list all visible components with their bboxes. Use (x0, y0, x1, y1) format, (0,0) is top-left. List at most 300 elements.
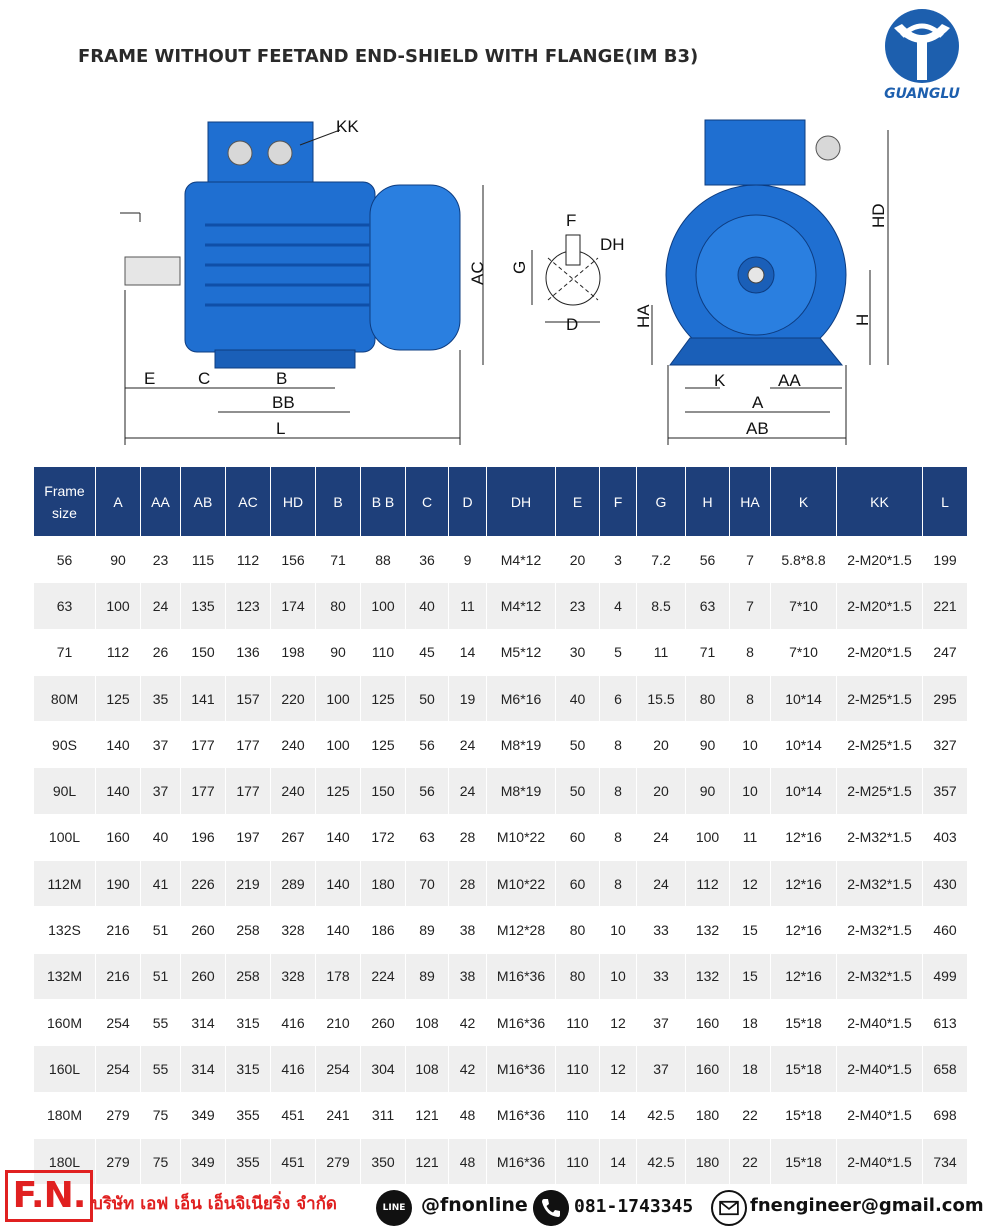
table-cell: 38 (449, 953, 487, 999)
table-cell: 180 (686, 1092, 730, 1138)
table-cell: 110 (361, 629, 406, 675)
table-cell: 9 (449, 537, 487, 583)
table-cell: 22 (730, 1092, 771, 1138)
column-header: HD (271, 467, 316, 537)
table-cell: 24 (637, 814, 686, 860)
table-cell: 45 (406, 629, 449, 675)
table-cell: 26 (141, 629, 181, 675)
table-cell: 90 (686, 768, 730, 814)
table-cell: 112M (34, 861, 96, 907)
table-cell: 314 (181, 999, 226, 1045)
table-cell: 267 (271, 814, 316, 860)
table-cell: 499 (923, 953, 968, 999)
table-cell: M8*19 (487, 722, 556, 768)
dimension-label-kk: KK (336, 117, 359, 136)
table-row (34, 1046, 968, 1092)
table-cell: 2-M32*1.5 (837, 953, 923, 999)
table-cell: 460 (923, 907, 968, 953)
table-cell: 279 (96, 1138, 141, 1184)
table-row (34, 1092, 968, 1138)
table-cell: 10*14 (771, 675, 837, 721)
column-header: AB (181, 467, 226, 537)
table-cell: 50 (406, 675, 449, 721)
table-cell: 5 (600, 629, 637, 675)
table-cell: 613 (923, 999, 968, 1045)
table-cell: M16*36 (487, 1138, 556, 1184)
column-header: K (771, 467, 837, 537)
table-cell: 279 (96, 1092, 141, 1138)
page-title: FRAME WITHOUT FEETAND END-SHIELD WITH FLANGE(IM B3) (78, 46, 699, 67)
table-cell: 125 (361, 675, 406, 721)
table-cell: 125 (361, 722, 406, 768)
table-cell: 55 (141, 1046, 181, 1092)
table-cell: 23 (141, 537, 181, 583)
table-cell: 2-M32*1.5 (837, 814, 923, 860)
table-cell: 315 (226, 999, 271, 1045)
table-cell: 89 (406, 953, 449, 999)
table-cell: 328 (271, 907, 316, 953)
table-cell: 349 (181, 1138, 226, 1184)
table-cell: 80 (316, 583, 361, 629)
table-cell: 2-M25*1.5 (837, 768, 923, 814)
table-cell: 315 (226, 1046, 271, 1092)
table-cell: 24 (449, 722, 487, 768)
table-cell: 2-M40*1.5 (837, 1092, 923, 1138)
table-cell: 110 (556, 1092, 600, 1138)
table-cell: 177 (181, 768, 226, 814)
table-cell: 160 (686, 999, 730, 1045)
table-row (34, 722, 968, 768)
table-cell: 140 (316, 861, 361, 907)
table-cell: 71 (34, 629, 96, 675)
table-cell: 100 (686, 814, 730, 860)
table-cell: 125 (316, 768, 361, 814)
table-cell: 2-M20*1.5 (837, 537, 923, 583)
table-cell: 160 (686, 1046, 730, 1092)
table-cell: 15*18 (771, 1138, 837, 1184)
table-cell: 15*18 (771, 1092, 837, 1138)
table-cell: 140 (96, 768, 141, 814)
table-cell: 75 (141, 1138, 181, 1184)
table-cell: 28 (449, 814, 487, 860)
table-cell: 37 (141, 768, 181, 814)
table-cell: 240 (271, 722, 316, 768)
table-cell: 125 (96, 675, 141, 721)
table-cell: 40 (406, 583, 449, 629)
table-cell: 90 (96, 537, 141, 583)
table-cell: 63 (34, 583, 96, 629)
table-cell: 216 (96, 953, 141, 999)
table-cell: 10 (600, 953, 637, 999)
table-cell: 123 (226, 583, 271, 629)
table-cell: 10 (730, 768, 771, 814)
table-cell: 33 (637, 953, 686, 999)
table-cell: 295 (923, 675, 968, 721)
table-cell: 56 (406, 768, 449, 814)
column-header: D (449, 467, 487, 537)
table-cell: 186 (361, 907, 406, 953)
table-cell: 36 (406, 537, 449, 583)
table-cell: 15 (730, 953, 771, 999)
table-cell: 219 (226, 861, 271, 907)
dimension-label-dh: DH (600, 235, 625, 254)
dimension-label-d: D (566, 315, 579, 334)
table-cell: M10*22 (487, 861, 556, 907)
table-row (34, 907, 968, 953)
table-cell: 140 (96, 722, 141, 768)
column-header: G (637, 467, 686, 537)
table-cell: 156 (271, 537, 316, 583)
table-cell: 254 (96, 1046, 141, 1092)
table-cell: 90S (34, 722, 96, 768)
dimension-label-k: K (714, 371, 726, 390)
table-cell: 311 (361, 1092, 406, 1138)
table-cell: 7*10 (771, 583, 837, 629)
table-cell: 23 (556, 583, 600, 629)
table-cell: 177 (226, 722, 271, 768)
email-address: fnengineer@gmail.com (750, 1195, 984, 1216)
table-cell: 6 (600, 675, 637, 721)
column-header: L (923, 467, 968, 537)
table-cell: 135 (181, 583, 226, 629)
table-cell: 328 (271, 953, 316, 999)
table-cell: 132 (686, 953, 730, 999)
table-cell: 416 (271, 1046, 316, 1092)
mail-icon (711, 1190, 747, 1226)
table-cell: 19 (449, 675, 487, 721)
table-cell: 14 (600, 1092, 637, 1138)
dimension-label-c: C (198, 369, 211, 388)
table-cell: 178 (316, 953, 361, 999)
table-cell: 112 (226, 537, 271, 583)
table-cell: 18 (730, 999, 771, 1045)
table-row (34, 629, 968, 675)
dimension-label-h: H (853, 313, 872, 326)
table-cell: 40 (141, 814, 181, 860)
table-cell: 11 (637, 629, 686, 675)
table-cell: 51 (141, 953, 181, 999)
table-cell: 60 (556, 861, 600, 907)
table-cell: 30 (556, 629, 600, 675)
table-cell: 15*18 (771, 1046, 837, 1092)
table-cell: 24 (637, 861, 686, 907)
table-cell: 734 (923, 1138, 968, 1184)
table-cell: 160M (34, 999, 96, 1045)
table-cell: 63 (686, 583, 730, 629)
table-cell: 451 (271, 1138, 316, 1184)
table-cell: 100 (316, 675, 361, 721)
table-cell: 12 (730, 861, 771, 907)
table-cell: 121 (406, 1092, 449, 1138)
table-cell: M10*22 (487, 814, 556, 860)
line-icon: LINE (376, 1190, 412, 1226)
motor-front-view (666, 120, 846, 365)
table-cell: 196 (181, 814, 226, 860)
table-cell: 71 (686, 629, 730, 675)
table-cell: 7 (730, 583, 771, 629)
table-cell: 37 (141, 722, 181, 768)
table-row (34, 537, 968, 583)
table-cell: 132M (34, 953, 96, 999)
table-cell: 110 (556, 999, 600, 1045)
table-cell: 241 (316, 1092, 361, 1138)
table-cell: 56 (686, 537, 730, 583)
table-cell: 121 (406, 1138, 449, 1184)
column-header: C (406, 467, 449, 537)
table-cell: M4*12 (487, 583, 556, 629)
column-header: E (556, 467, 600, 537)
column-header: B (316, 467, 361, 537)
table-cell: 150 (361, 768, 406, 814)
table-cell: 42.5 (637, 1092, 686, 1138)
table-row (34, 768, 968, 814)
table-cell: 2-M25*1.5 (837, 675, 923, 721)
table-cell: 210 (316, 999, 361, 1045)
table-cell: 71 (316, 537, 361, 583)
table-cell: 70 (406, 861, 449, 907)
column-header: A (96, 467, 141, 537)
table-cell: 12*16 (771, 861, 837, 907)
dimension-label-b: B (276, 369, 288, 388)
table-cell: 254 (96, 999, 141, 1045)
table-cell: 177 (181, 722, 226, 768)
table-cell: 451 (271, 1092, 316, 1138)
table-cell: 260 (181, 907, 226, 953)
table-cell: 8 (600, 768, 637, 814)
table-cell: 221 (923, 583, 968, 629)
table-cell: 357 (923, 768, 968, 814)
table-cell: 430 (923, 861, 968, 907)
motor-side-view (125, 122, 460, 368)
table-cell: 41 (141, 861, 181, 907)
table-cell: 10*14 (771, 768, 837, 814)
brand-name: GUANGLU (884, 86, 960, 102)
table-cell: M6*16 (487, 675, 556, 721)
phone-number: 081-1743345 (574, 1196, 694, 1217)
table-cell: 180L (34, 1138, 96, 1184)
table-cell: 279 (316, 1138, 361, 1184)
shaft-section (532, 235, 600, 322)
table-cell: 180 (361, 861, 406, 907)
table-cell: 8 (730, 629, 771, 675)
table-cell: 177 (226, 768, 271, 814)
table-cell: 240 (271, 768, 316, 814)
spec-table (33, 466, 968, 1185)
table-cell: 254 (316, 1046, 361, 1092)
table-cell: 349 (181, 1092, 226, 1138)
table-cell: 180M (34, 1092, 96, 1138)
table-cell: 112 (96, 629, 141, 675)
table-cell: M8*19 (487, 768, 556, 814)
footer (0, 1168, 1000, 1232)
table-cell: M16*36 (487, 999, 556, 1045)
table-cell: 314 (181, 1046, 226, 1092)
table-cell: 7.2 (637, 537, 686, 583)
table-cell: 172 (361, 814, 406, 860)
table-cell: 100 (361, 583, 406, 629)
table-cell: 12 (600, 999, 637, 1045)
table-cell: 15*18 (771, 999, 837, 1045)
line-id: @fnonline (421, 1194, 528, 1216)
table-cell: 80 (556, 907, 600, 953)
table-cell: 37 (637, 999, 686, 1045)
table-cell: 50 (556, 722, 600, 768)
table-cell: 258 (226, 907, 271, 953)
table-cell: 4 (600, 583, 637, 629)
table-cell: 100 (316, 722, 361, 768)
table-cell: 12*16 (771, 907, 837, 953)
column-header: DH (487, 467, 556, 537)
table-cell: 150 (181, 629, 226, 675)
dimension-label-l: L (276, 419, 286, 438)
table-cell: 80 (686, 675, 730, 721)
dimension-label-aa: AA (778, 371, 801, 390)
table-row (34, 583, 968, 629)
table-cell: 18 (730, 1046, 771, 1092)
table-cell: 2-M32*1.5 (837, 907, 923, 953)
column-header: AC (226, 467, 271, 537)
table-cell: 355 (226, 1092, 271, 1138)
table-cell: 403 (923, 814, 968, 860)
table-cell: 226 (181, 861, 226, 907)
table-cell: 8 (600, 814, 637, 860)
table-cell: 198 (271, 629, 316, 675)
table-cell: 216 (96, 907, 141, 953)
table-cell: 50 (556, 768, 600, 814)
table-cell: 110 (556, 1046, 600, 1092)
table-cell: 112 (686, 861, 730, 907)
table-cell: 48 (449, 1138, 487, 1184)
column-header: F (600, 467, 637, 537)
table-cell: 28 (449, 861, 487, 907)
table-cell: 10*14 (771, 722, 837, 768)
table-cell: 24 (449, 768, 487, 814)
dimension-label-hd: HD (869, 203, 888, 228)
table-cell: 2-M20*1.5 (837, 583, 923, 629)
table-cell: 42.5 (637, 1138, 686, 1184)
phone-icon (533, 1190, 569, 1226)
dimension-label-bb: BB (272, 393, 295, 412)
table-cell: M5*12 (487, 629, 556, 675)
table-cell: 22 (730, 1138, 771, 1184)
table-cell: 258 (226, 953, 271, 999)
table-row (34, 675, 968, 721)
table-cell: 90 (316, 629, 361, 675)
table-cell: 247 (923, 629, 968, 675)
table-cell: 33 (637, 907, 686, 953)
table-row (34, 953, 968, 999)
table-cell: 136 (226, 629, 271, 675)
table-cell: 416 (271, 999, 316, 1045)
dimension-label-ha: HA (634, 304, 653, 328)
table-cell: M4*12 (487, 537, 556, 583)
dimension-label-a: A (752, 393, 764, 412)
table-cell: 14 (449, 629, 487, 675)
column-header: Frame size (34, 467, 96, 537)
table-row (34, 861, 968, 907)
table-cell: 100L (34, 814, 96, 860)
table-cell: 56 (34, 537, 96, 583)
table-cell: 24 (141, 583, 181, 629)
table-cell: 80 (556, 953, 600, 999)
table-cell: 20 (637, 768, 686, 814)
table-cell: 20 (556, 537, 600, 583)
table-cell: 289 (271, 861, 316, 907)
table-cell: 51 (141, 907, 181, 953)
table-cell: 56 (406, 722, 449, 768)
table-row (34, 999, 968, 1045)
table-cell: 37 (637, 1046, 686, 1092)
table-cell: M16*36 (487, 953, 556, 999)
dimension-label-f: F (566, 211, 577, 230)
table-cell: 5.8*8.8 (771, 537, 837, 583)
table-cell: 63 (406, 814, 449, 860)
table-cell: 10 (600, 907, 637, 953)
table-cell: 157 (226, 675, 271, 721)
table-cell: 180 (686, 1138, 730, 1184)
table-cell: 8 (600, 722, 637, 768)
column-header: AA (141, 467, 181, 537)
table-cell: 220 (271, 675, 316, 721)
table-cell: 132 (686, 907, 730, 953)
dimension-label-ab: AB (746, 419, 769, 438)
motor-drawing (0, 110, 1000, 455)
table-cell: 132S (34, 907, 96, 953)
dimension-label-ac: AC (468, 261, 487, 285)
table-cell: 224 (361, 953, 406, 999)
table-cell: 2-M25*1.5 (837, 722, 923, 768)
company-name: บริษัท เอฟ เอ็น เอ็นจิเนียริ่ง จำกัด (92, 1194, 337, 1214)
table-cell: 658 (923, 1046, 968, 1092)
table-cell: 80M (34, 675, 96, 721)
table-header-row (34, 467, 968, 537)
table-row (34, 814, 968, 860)
table-cell: 260 (361, 999, 406, 1045)
table-cell: 12 (600, 1046, 637, 1092)
table-cell: 40 (556, 675, 600, 721)
table-cell: 10 (730, 722, 771, 768)
table-cell: 3 (600, 537, 637, 583)
table-cell: 8 (730, 675, 771, 721)
table-cell: 60 (556, 814, 600, 860)
table-cell: 327 (923, 722, 968, 768)
table-cell: 140 (316, 907, 361, 953)
table-cell: 260 (181, 953, 226, 999)
table-cell: 8.5 (637, 583, 686, 629)
table-cell: 108 (406, 1046, 449, 1092)
table-cell: 11 (730, 814, 771, 860)
table-cell: 2-M32*1.5 (837, 861, 923, 907)
table-cell: 15 (730, 907, 771, 953)
table-cell: 115 (181, 537, 226, 583)
table-cell: 350 (361, 1138, 406, 1184)
table-cell: M16*36 (487, 1092, 556, 1138)
table-cell: 38 (449, 907, 487, 953)
table-cell: 90L (34, 768, 96, 814)
table-cell: 15.5 (637, 675, 686, 721)
column-header: H (686, 467, 730, 537)
dimension-label-e: E (144, 369, 156, 388)
table-cell: 190 (96, 861, 141, 907)
table-cell: 75 (141, 1092, 181, 1138)
table-cell: 20 (637, 722, 686, 768)
table-cell: 55 (141, 999, 181, 1045)
table-cell: M12*28 (487, 907, 556, 953)
table-cell: 42 (449, 999, 487, 1045)
table-cell: 108 (406, 999, 449, 1045)
table-cell: 2-M20*1.5 (837, 629, 923, 675)
table-cell: 140 (316, 814, 361, 860)
